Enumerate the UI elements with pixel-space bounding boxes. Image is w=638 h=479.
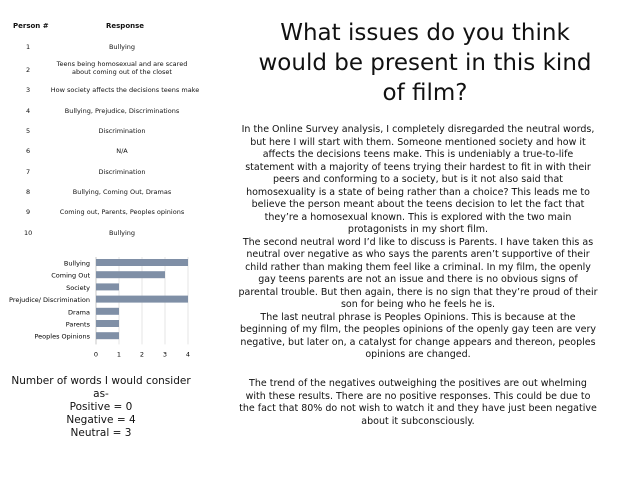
row-response: Bullying, Prejudice, Discriminations (64, 107, 180, 115)
bar (96, 283, 119, 290)
row-number: 3 (26, 86, 31, 94)
header-response: Response (106, 22, 145, 30)
row-response: Bullying (108, 43, 136, 51)
category-label: Drama (68, 308, 90, 317)
bar-chart (0, 255, 200, 360)
summary-negative: Negative = 4 (66, 414, 136, 426)
paragraph-society: In the Online Survey analysis, I completely disregarded the neutral words, but here I will start with them. Someone mentioned society and how it affects the decisions teens make. This is undeniably a true-to-life statement with a majority of teens trying their hardest to fit in with their peers and conforming to a society, but is it not also said that homosexuality is a state of being rather than a choice? This leads me to believe the person meant about the teens decision to let the fact that they’re a homosexual known. This is explored with the two main protagonists in my short film. (241, 124, 595, 235)
table-row (0, 86, 232, 104)
table-row (0, 168, 232, 186)
bar (96, 320, 119, 327)
paragraph-parents: The second neutral word I’d like to discuss is Parents. I have taken this as neutral over negative as who says the parents aren’t supportive of their child rather than making them feel like a criminal. In my film, the openly gay teens parents are not an issue and there is no obvious signs of parental trouble. But then again, there is no sign that they’re proud of their son for being who he feels he is. (238, 236, 598, 310)
category-label: Prejudice/ Discrimination (9, 296, 90, 305)
row-response: Discrimination (98, 168, 146, 176)
row-response: Bullying, Coming Out, Dramas (72, 188, 172, 196)
row-response: How society affects the decisions teens make (50, 86, 200, 94)
x-tick-label: 2 (139, 350, 145, 359)
header-person: Person # (13, 22, 49, 30)
table-row (0, 107, 232, 125)
table-row (0, 229, 232, 247)
row-number: 6 (26, 147, 31, 155)
x-tick-label: 1 (116, 350, 122, 359)
row-number: 4 (26, 107, 31, 115)
row-number: 8 (26, 188, 31, 196)
table-row (0, 208, 232, 226)
x-tick-label: 4 (185, 350, 191, 359)
bar (96, 308, 119, 315)
word-summary (6, 375, 196, 440)
row-response: Bullying (108, 229, 136, 237)
table-row (0, 188, 232, 206)
table-row (0, 60, 232, 78)
category-label: Peoples Opinions (34, 332, 90, 341)
row-number: 7 (26, 168, 31, 176)
bar (96, 271, 165, 278)
paragraph-opinions: The last neutral phrase is Peoples Opinions. This is because at the beginning of my film, the peoples opinions of the openly gay teen are very negative, but later on, a catalyst for change appears and thereon, peoples opinions are changed. (239, 311, 597, 360)
summary-positive: Positive = 0 (69, 401, 133, 413)
category-label: Coming Out (51, 271, 90, 280)
row-number: 10 (24, 229, 33, 237)
x-tick-label: 0 (93, 350, 99, 359)
analysis-text (238, 124, 598, 362)
trend-paragraph: The trend of the negatives outweighing the positives are out whelming with these results. There are no positive responses. This could be due to the fact that 80% do not wish to watch it and they have just been negative about it subconsciously. (239, 378, 597, 427)
row-number: 5 (26, 127, 31, 135)
row-response: N/A (116, 147, 128, 155)
row-response: Discrimination (98, 127, 146, 135)
page-title: What issues do you think would be present in this kind of film? (258, 20, 592, 106)
bar (96, 332, 119, 339)
bar (96, 296, 188, 303)
row-number: 9 (26, 208, 31, 216)
row-response: Teens being homosexual and are scared about coming out of the closet (56, 60, 188, 76)
summary-heading: Number of words I would consider as- (11, 375, 191, 400)
table-row (0, 43, 232, 61)
summary-neutral: Neutral = 3 (70, 427, 132, 439)
row-number: 1 (26, 43, 31, 51)
category-label: Parents (65, 320, 90, 329)
table-row (0, 147, 232, 165)
bar (96, 259, 188, 266)
row-number: 2 (26, 66, 31, 74)
x-tick-label: 3 (162, 350, 168, 359)
category-label: Society (66, 283, 90, 292)
category-label: Bullying (63, 259, 90, 268)
table-row (0, 127, 232, 145)
bar-chart-svg (0, 255, 200, 360)
row-response: Coming out, Parents, Peoples opinions (59, 208, 185, 216)
